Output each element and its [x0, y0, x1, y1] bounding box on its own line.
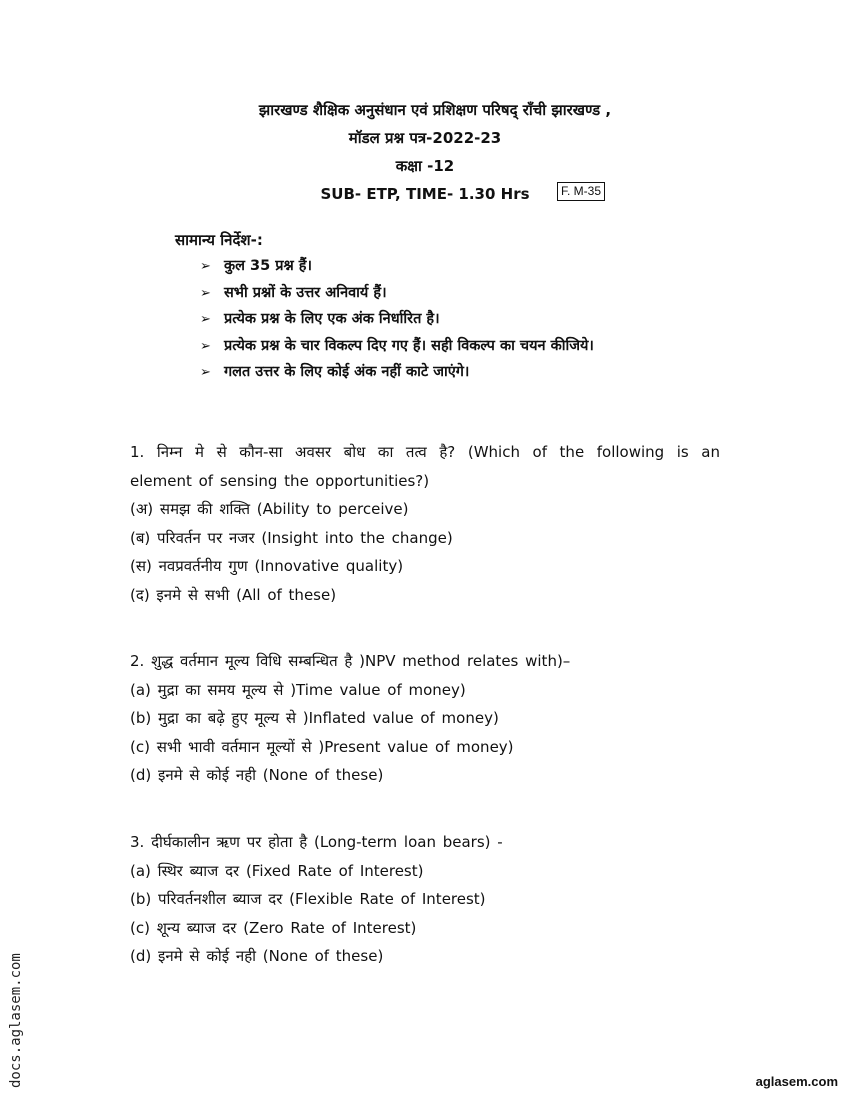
- option: (ब) परिवर्तन पर नजर (Insight into the change): [130, 528, 453, 547]
- question-stem: 3. दीर्घकालीन ऋण पर होता है (Long-term loan bears) -: [130, 833, 503, 851]
- document-header: [0, 96, 850, 208]
- instruction-item: ➢ सभी प्रश्नों के उत्तर अनिवार्य हैं।: [200, 280, 594, 307]
- arrow-bullet-icon: ➢: [200, 312, 211, 327]
- option: (d) इनमे से कोई नही (None of these): [130, 947, 384, 965]
- footer-brand: aglasem.com: [755, 1074, 838, 1089]
- option: (a) स्थिर ब्याज दर (Fixed Rate of Interest): [130, 861, 424, 880]
- question-stem: 2. शुद्ध वर्तमान मूल्य विधि सम्बन्धित है )NPV method relates with)–: [130, 652, 571, 670]
- arrow-bullet-icon: ➢: [200, 365, 211, 380]
- instructions-list: [200, 253, 594, 386]
- instructions-title: सामान्य निर्देश-:: [175, 231, 263, 249]
- subject-time: SUB- ETP, TIME- 1.30 Hrs: [320, 185, 530, 203]
- council-name: झारखण्ड शैक्षिक अनुसंधान एवं प्रशिक्षण परिषद् राँची झारखण्ड ,: [258, 101, 612, 119]
- option: (c) सभी भावी वर्तमान मूल्यों से )Present value of money): [130, 737, 514, 756]
- instruction-item: ➢ प्रत्येक प्रश्न के चार विकल्प दिए गए हैं। सही विकल्प का चयन कीजिये।: [200, 333, 594, 360]
- paper-title: मॉडल प्रश्न पत्र-2022-23: [348, 129, 502, 147]
- arrow-bullet-icon: ➢: [200, 285, 211, 301]
- instruction-item: ➢ गलत उत्तर के लिए कोई अंक नहीं काटे जाएंगे।: [200, 359, 594, 386]
- option: (स) नवप्रवर्तनीय गुण (Innovative quality): [130, 557, 404, 575]
- question-3: [130, 828, 720, 971]
- option: (अ) समझ की शक्ति (Ability to perceive): [130, 500, 409, 518]
- option: (d) इनमे से कोई नही (None of these): [130, 766, 384, 784]
- option: (द) इनमे से सभी (All of these): [130, 585, 337, 604]
- option: (b) परिवर्तनशील ब्याज दर (Flexible Rate of Interest): [130, 890, 486, 908]
- question-stem: 1. निम्न मे से कौन-सा अवसर बोध का तत्व है? (Which of the following is an: [130, 443, 720, 461]
- arrow-bullet-icon: ➢: [200, 338, 211, 354]
- side-watermark: docs.aglasem.com: [8, 953, 24, 1088]
- question-stem-continued: element of sensing the opportunities?): [130, 471, 430, 490]
- full-marks-box: F. M-35: [557, 182, 605, 201]
- arrow-bullet-icon: ➢: [200, 259, 211, 274]
- instruction-item: ➢ प्रत्येक प्रश्न के लिए एक अंक निर्धारित है।: [200, 306, 594, 333]
- option: (b) मुद्रा का बढ़े हुए मूल्य से )Inflated value of money): [130, 709, 499, 727]
- option: (a) मुद्रा का समय मूल्य से )Time value of money): [130, 680, 466, 699]
- option: (c) शून्य ब्याज दर (Zero Rate of Interest): [130, 918, 417, 937]
- instruction-item: ➢ कुल 35 प्रश्न हैं।: [200, 253, 594, 280]
- question-2: [130, 647, 720, 790]
- class-label: कक्षा -12: [395, 157, 455, 175]
- question-1: [130, 438, 720, 609]
